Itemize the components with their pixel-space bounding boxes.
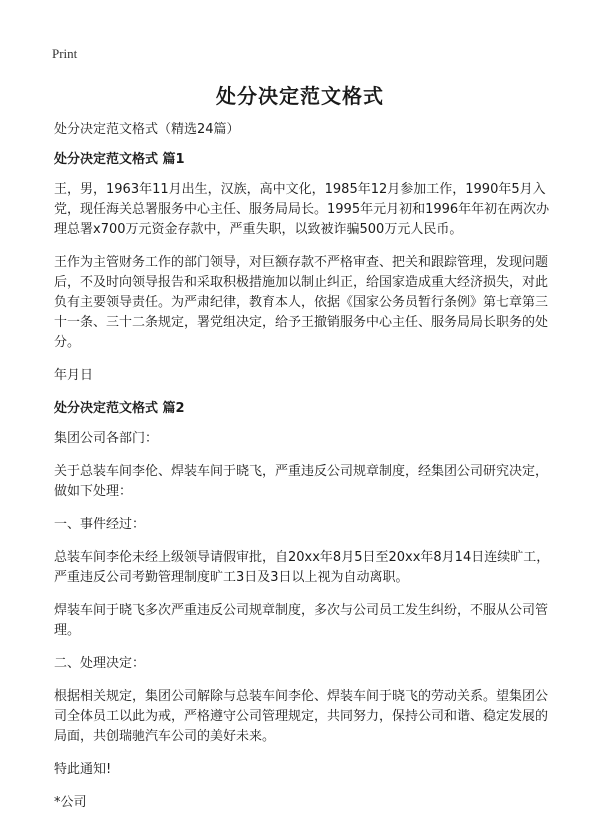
section-2-paragraph: 焊装车间于晓飞多次严重违反公司规章制度，多次与公司员工发生纠纷，不服从公司管理。: [54, 603, 549, 638]
section-heading-2: 处分决定范文格式 篇2: [54, 401, 185, 416]
section-2-paragraph: 关于总装车间李伦、焊装车间于晓飞，严重违反公司规章制度，经集团公司研究决定，做如下处理：: [54, 464, 549, 499]
section-heading-1: 处分决定范文格式 篇1: [54, 152, 185, 167]
section-2-paragraph: 一、事件经过：: [54, 517, 146, 532]
document-body: [54, 120, 550, 826]
section-2-paragraph: 总装车间李伦未经上级领导请假审批，自20xx年8月5日至20xx年8月14日连续旷工，严重违反公司考勤管理制度旷工3日及3日以上视为自动离职。: [54, 550, 550, 585]
section-2-paragraph: 二、处理决定：: [54, 656, 146, 671]
section-2-paragraph: 特此通知!: [54, 762, 112, 777]
page-title: 处分决定范文格式: [216, 84, 384, 108]
section-1-paragraph: 王，男，1963年11月出生，汉族，高中文化，1985年12月参加工作，1990年5月入党，现任海关总署服务中心主任、服务局局长。1995年元月初和1996年年初在两次办理总署x700万元资金存款中，严重失职，以致被诈骗500万元人民币。: [54, 182, 550, 237]
section-1-paragraph: 王作为主管财务工作的部门领导，对巨额存款不严格审查、把关和跟踪管理，发现问题后，不及时向领导报告和采取积极措施加以制止纠正，给国家造成重大经济损失，对此负有主要领导责任。为严肃纪律，教育本人，依据《国家公务员暂行条例》第七章第三十一条、三十二条规定，署党组决定，给予王撤销服务中心主任、服务局局长职务的处分。: [54, 255, 549, 350]
section-2-paragraph: 集团公司各部门：: [54, 431, 159, 446]
section-1-date: 年月日: [54, 368, 94, 383]
section-2-paragraph: 根据相关规定，集团公司解除与总装车间李伦、焊装车间于晓飞的劳动关系。望集团公司全体员工以此为戒，严格遵守公司管理规定，共同努力，保持公司和谐、稳定发展的局面，共创瑞驰汽车公司的美好未来。: [54, 689, 549, 744]
document-subtitle: 处分决定范文格式（精选24篇）: [54, 122, 240, 137]
print-link[interactable]: Print: [52, 46, 78, 61]
section-2-signature: *公司: [54, 795, 87, 810]
